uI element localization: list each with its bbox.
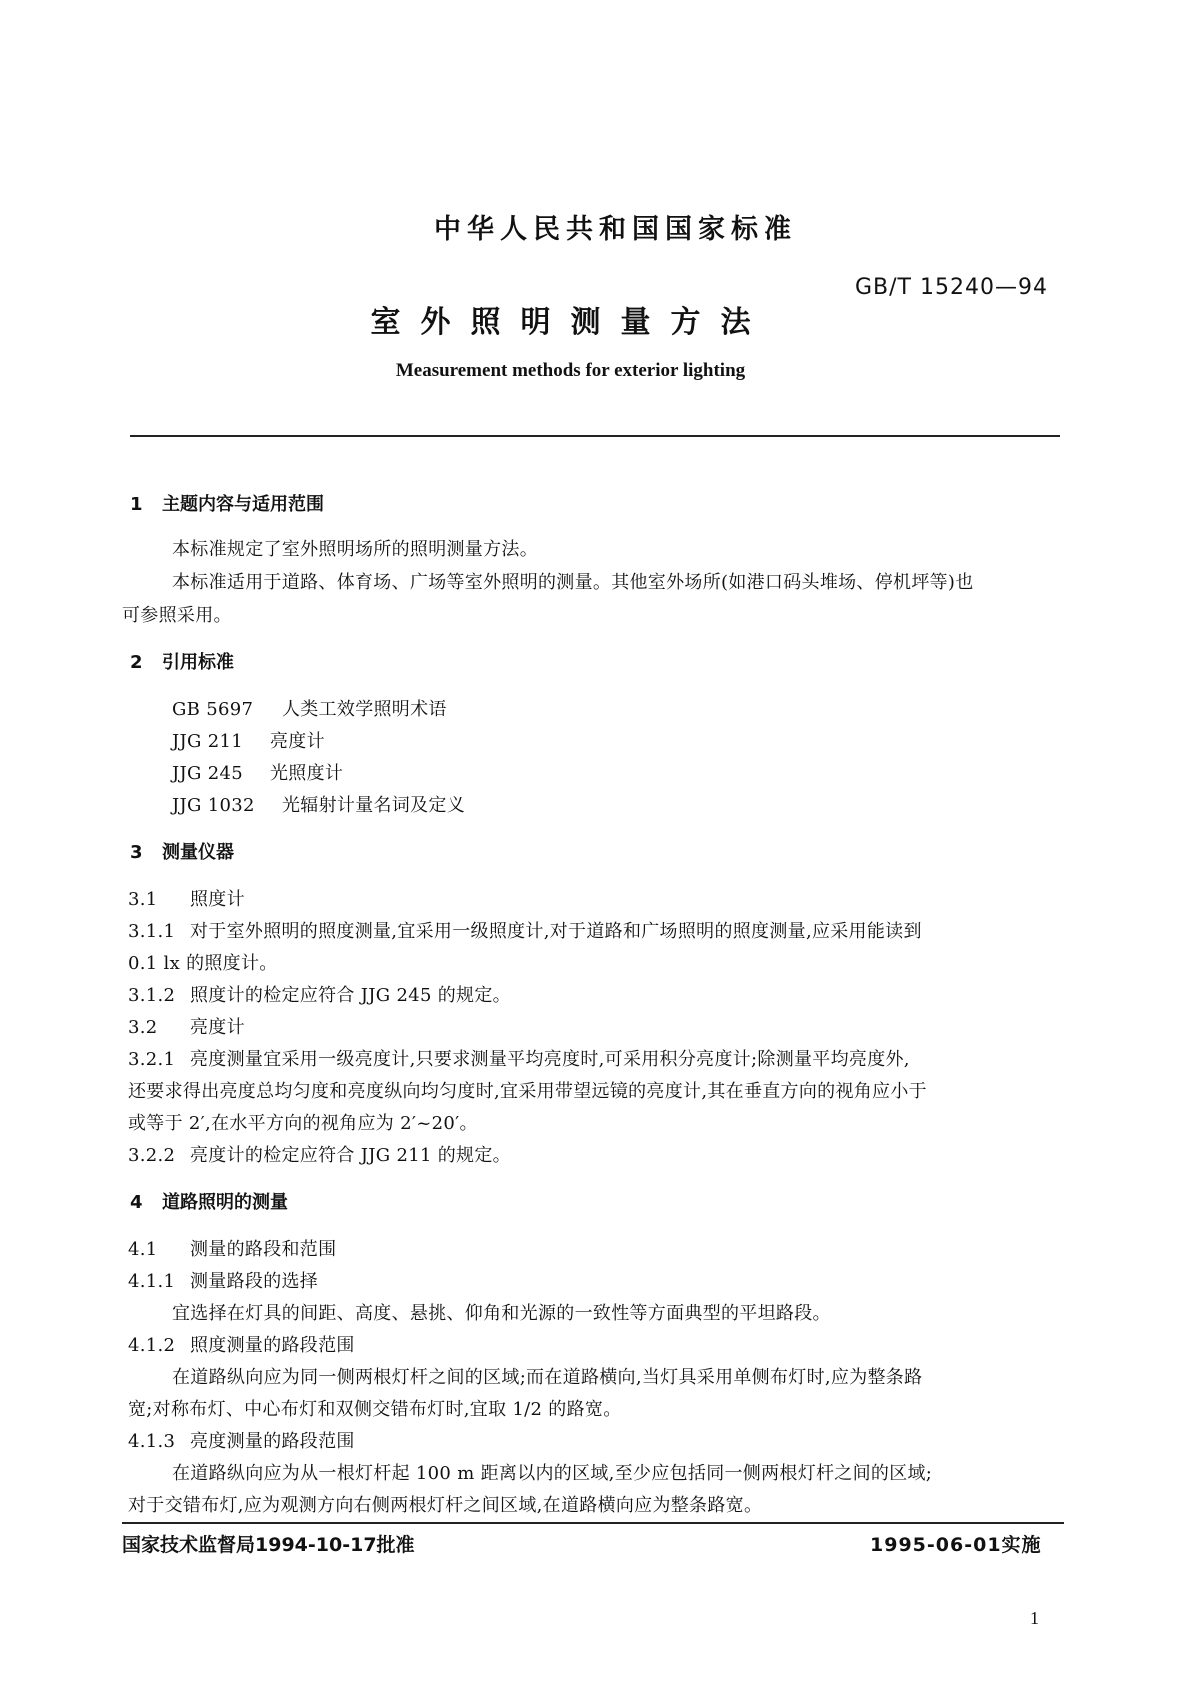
section-number: 3 [130, 842, 143, 863]
paragraph: 宜选择在灯具的间距、高度、悬挑、仰角和光源的一致性等方面典型的平坦路段。 [172, 1303, 831, 1324]
reference-name: 亮度计 [270, 731, 325, 752]
document-title-cn: 室外照明测量方法 [370, 305, 771, 340]
clause-4-1-1 [128, 1267, 318, 1293]
national-standard-heading: 中华人民共和国国家标准 [434, 214, 797, 245]
implementation-date: 1995-06-01实施 [870, 1534, 1042, 1556]
clause-3-1-1 [128, 917, 922, 943]
reference-item [172, 759, 343, 785]
paragraph: 在道路纵向应为从一根灯杆起 100 m 距离以内的区域,至少应包括同一侧两根灯杆之间的区域; [172, 1463, 933, 1484]
clause-text: 亮度测量宜采用一级亮度计,只要求测量平均亮度时,可采用积分亮度计;除测量平均亮度外, [190, 1049, 910, 1070]
clause-number: 4.1 [128, 1239, 158, 1260]
paragraph: 本标准适用于道路、体育场、广场等室外照明的测量。其他室外场所(如港口码头堆场、停机坪等)也 [172, 572, 974, 593]
clause-title: 测量路段的选择 [190, 1271, 319, 1292]
page-number: 1 [1030, 1608, 1039, 1628]
section-title: 道路照明的测量 [162, 1192, 288, 1213]
reference-item [172, 695, 447, 721]
clause-number: 3.1.1 [128, 921, 176, 942]
section-number: 1 [130, 494, 143, 515]
clause-number: 3.2.1 [128, 1049, 176, 1070]
clause-number: 4.1.2 [128, 1335, 176, 1356]
document-title-en: Measurement methods for exterior lighting [395, 360, 746, 381]
approval-line: 国家技术监督局1994-10-17批准 [122, 1534, 415, 1556]
clause-title: 照度计 [190, 889, 245, 910]
reference-code: JJG 211 [172, 731, 243, 752]
clause-number: 4.1.3 [128, 1431, 176, 1452]
reference-code: GB 5697 [172, 699, 254, 720]
paragraph: 本标准规定了室外照明场所的照明测量方法。 [172, 539, 538, 560]
clause-number: 3.1 [128, 889, 158, 910]
clause-number: 4.1.1 [128, 1271, 176, 1292]
section-number: 4 [130, 1192, 143, 1213]
clause-number: 3.2.2 [128, 1145, 176, 1166]
clause-title: 亮度测量的路段范围 [190, 1431, 355, 1452]
clause-number: 3.1.2 [128, 985, 176, 1006]
footer-divider [122, 1522, 1064, 1524]
reference-item [172, 727, 325, 753]
reference-item [172, 791, 465, 817]
reference-name: 光辐射计量名词及定义 [282, 795, 465, 816]
clause-title: 亮度计 [190, 1017, 245, 1038]
clause-3-1-2 [128, 981, 511, 1007]
header-divider [130, 435, 1060, 437]
standard-code: GB/T 15240—94 [855, 275, 1048, 300]
subsection-3-2 [128, 1013, 245, 1039]
section-title: 主题内容与适用范围 [162, 494, 324, 515]
section-1-heading [130, 490, 324, 516]
section-3-heading [130, 838, 234, 864]
clause-3-2-2 [128, 1141, 511, 1167]
section-title: 测量仪器 [162, 842, 234, 863]
paragraph: 在道路纵向应为同一侧两根灯杆之间的区域;而在道路横向,当灯具采用单侧布灯时,应为整条路 [172, 1367, 923, 1388]
section-number: 2 [130, 652, 143, 673]
reference-name: 人类工效学照明术语 [282, 699, 447, 720]
clause-4-1-2 [128, 1331, 355, 1357]
paragraph: 可参照采用。 [122, 605, 232, 626]
clause-text: 照度计的检定应符合 JJG 245 的规定。 [190, 985, 511, 1006]
reference-name: 光照度计 [270, 763, 344, 784]
clause-text: 对于室外照明的照度测量,宜采用一级照度计,对于道路和广场照明的照度测量,应采用能读到 [190, 921, 922, 942]
clause-title: 照度测量的路段范围 [190, 1335, 355, 1356]
subsection-3-1 [128, 885, 245, 911]
clause-title: 测量的路段和范围 [190, 1239, 337, 1260]
paragraph: 或等于 2′,在水平方向的视角应为 2′~20′。 [128, 1113, 478, 1134]
clause-3-2-1 [128, 1045, 910, 1071]
reference-code: JJG 1032 [172, 795, 255, 816]
section-2-heading [130, 648, 234, 674]
clause-number: 3.2 [128, 1017, 158, 1038]
clause-4-1-3 [128, 1427, 355, 1453]
clause-text: 亮度计的检定应符合 JJG 211 的规定。 [190, 1145, 511, 1166]
section-4-heading [130, 1188, 288, 1214]
paragraph: 对于交错布灯,应为观测方向右侧两根灯杆之间区域,在道路横向应为整条路宽。 [128, 1495, 763, 1516]
subsection-4-1 [128, 1235, 336, 1261]
reference-code: JJG 245 [172, 763, 243, 784]
section-title: 引用标准 [162, 652, 234, 673]
paragraph: 0.1 lx 的照度计。 [128, 953, 278, 974]
paragraph: 还要求得出亮度总均匀度和亮度纵向均匀度时,宜采用带望远镜的亮度计,其在垂直方向的视角应小于 [128, 1081, 927, 1102]
paragraph: 宽;对称布灯、中心布灯和双侧交错布灯时,宜取 1/2 的路宽。 [128, 1399, 622, 1420]
